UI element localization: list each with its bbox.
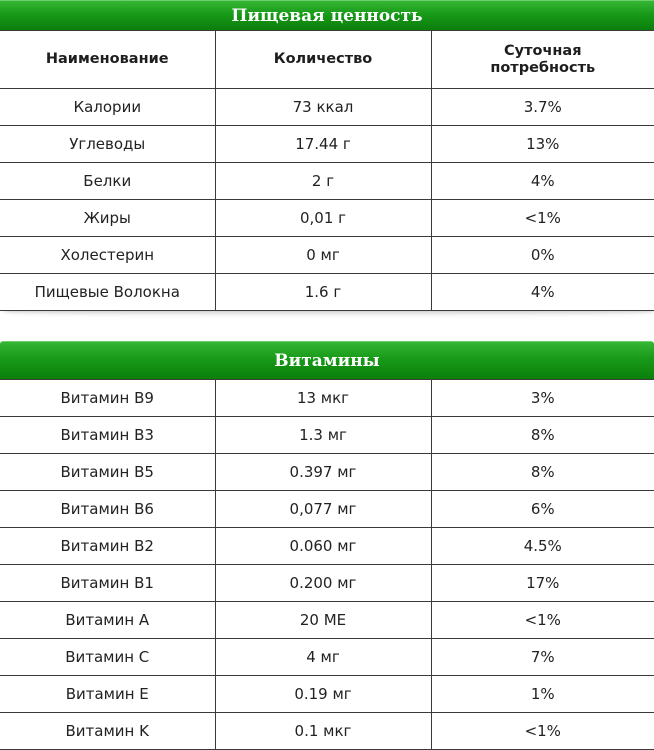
table-row [0,602,654,639]
header-daily [431,31,654,89]
nutrition-rows [0,89,654,311]
header-daily-line2: потребность [490,59,596,76]
table-row [0,380,654,417]
cell-amount: 0.19 мг [215,676,431,713]
cell-name: Пищевые Волокна [0,274,215,311]
header-name: Наименование [0,31,215,89]
table-row [0,237,654,274]
cell-name: Витамин C [0,639,215,676]
table-row [0,639,654,676]
table-row [0,274,654,311]
header-daily-line1: Суточная [503,42,582,59]
table-row [0,200,654,237]
cell-amount: 0.397 мг [215,454,431,491]
cell-amount: 4 мг [215,639,431,676]
cell-name: Витамин B5 [0,454,215,491]
table-row [0,676,654,713]
cell-name: Витамин A [0,602,215,639]
cell-daily: 4% [431,274,654,311]
nutrition-table [0,30,654,311]
vitamins-table [0,379,654,750]
table-row [0,417,654,454]
vitamins-section [0,341,654,750]
cell-name: Витамин B6 [0,491,215,528]
cell-name: Жиры [0,200,215,237]
vitamins-title: Витамины [0,341,654,379]
cell-name: Холестерин [0,237,215,274]
cell-daily: 8% [431,417,654,454]
cell-daily: 6% [431,491,654,528]
table-row [0,126,654,163]
cell-daily: <1% [431,713,654,750]
cell-daily: 3% [431,380,654,417]
cell-name: Витамин B3 [0,417,215,454]
nutrition-section [0,0,654,311]
cell-name: Витамин E [0,676,215,713]
cell-amount: 73 ккал [215,89,431,126]
cell-amount: 1.3 мг [215,417,431,454]
cell-amount: 0 мг [215,237,431,274]
cell-name: Витамин K [0,713,215,750]
cell-daily: 4.5% [431,528,654,565]
cell-daily: <1% [431,602,654,639]
table-row [0,491,654,528]
cell-name: Витамин B2 [0,528,215,565]
cell-daily: 8% [431,454,654,491]
cell-name: Калории [0,89,215,126]
table-row [0,713,654,750]
cell-name: Витамин B9 [0,380,215,417]
cell-daily: 7% [431,639,654,676]
cell-amount: 20 МЕ [215,602,431,639]
cell-daily: <1% [431,200,654,237]
table-row [0,163,654,200]
cell-daily: 13% [431,126,654,163]
cell-amount: 13 мкг [215,380,431,417]
header-amount: Количество [215,31,431,89]
cell-amount: 0.200 мг [215,565,431,602]
cell-name: Витамин B1 [0,565,215,602]
table-row [0,565,654,602]
cell-amount: 1.6 г [215,274,431,311]
vitamins-rows [0,380,654,750]
cell-amount: 0,077 мг [215,491,431,528]
cell-daily: 17% [431,565,654,602]
cell-amount: 2 г [215,163,431,200]
cell-amount: 0,01 г [215,200,431,237]
nutrition-title: Пищевая ценность [0,0,654,30]
cell-daily: 3.7% [431,89,654,126]
table-row [0,89,654,126]
cell-daily: 1% [431,676,654,713]
cell-amount: 0.060 мг [215,528,431,565]
table-row [0,454,654,491]
table-row [0,528,654,565]
cell-daily: 4% [431,163,654,200]
cell-name: Белки [0,163,215,200]
cell-amount: 17.44 г [215,126,431,163]
cell-amount: 0.1 мкг [215,713,431,750]
table-header-row [0,31,654,89]
cell-name: Углеводы [0,126,215,163]
cell-daily: 0% [431,237,654,274]
